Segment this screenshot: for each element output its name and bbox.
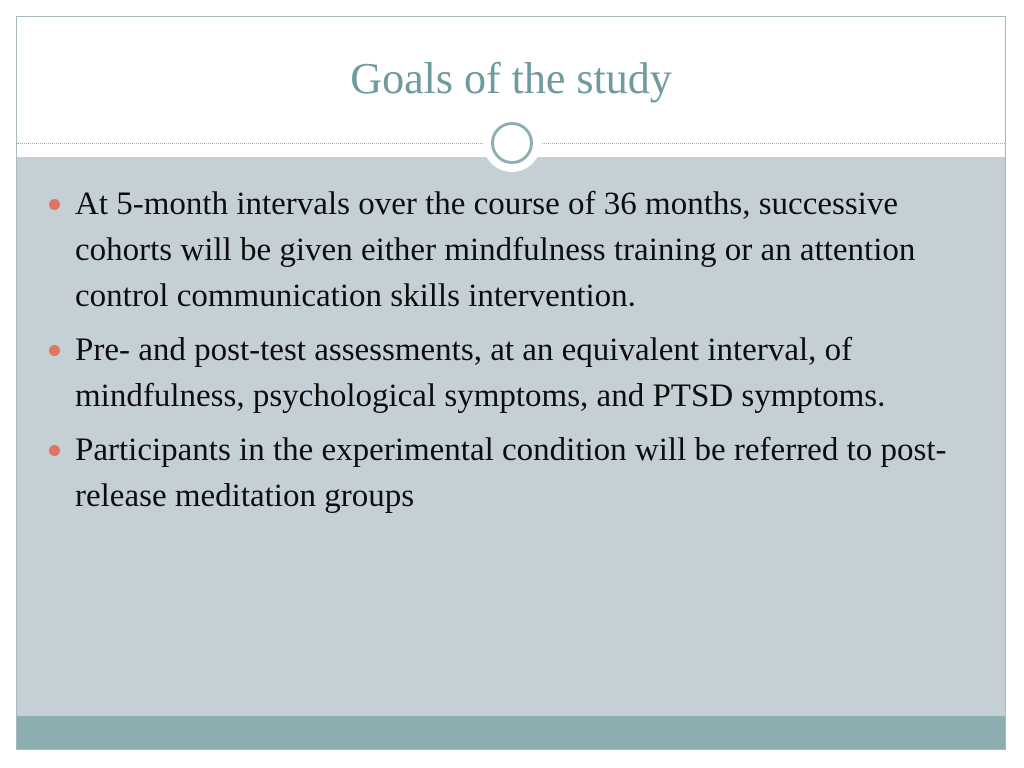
footer-band <box>17 716 1005 750</box>
bullet-text: Participants in the experimental condition will be referred to post-release meditation groups <box>75 432 947 514</box>
bullet-text: At 5-month intervals over the course of 36 months, successive cohorts will be given either mindfulness training or an attention control communication skills intervention. <box>75 186 916 314</box>
bullet-dot-icon <box>49 199 60 210</box>
bullet-text: Pre- and post-test assessments, at an equivalent interval, of mindfulness, psychological symptoms, and PTSD symptoms. <box>75 332 886 414</box>
bullet-list <box>47 181 987 527</box>
bullet-item <box>47 427 987 519</box>
bullet-item <box>47 181 987 319</box>
circle-ring-ornament-icon <box>483 114 541 172</box>
bullet-dot-icon <box>49 345 60 356</box>
bullet-dot-icon <box>49 445 60 456</box>
bullet-item <box>47 327 987 419</box>
slide <box>16 16 1006 750</box>
ornament-ring <box>491 122 533 164</box>
slide-title: Goals of the study <box>350 54 672 103</box>
